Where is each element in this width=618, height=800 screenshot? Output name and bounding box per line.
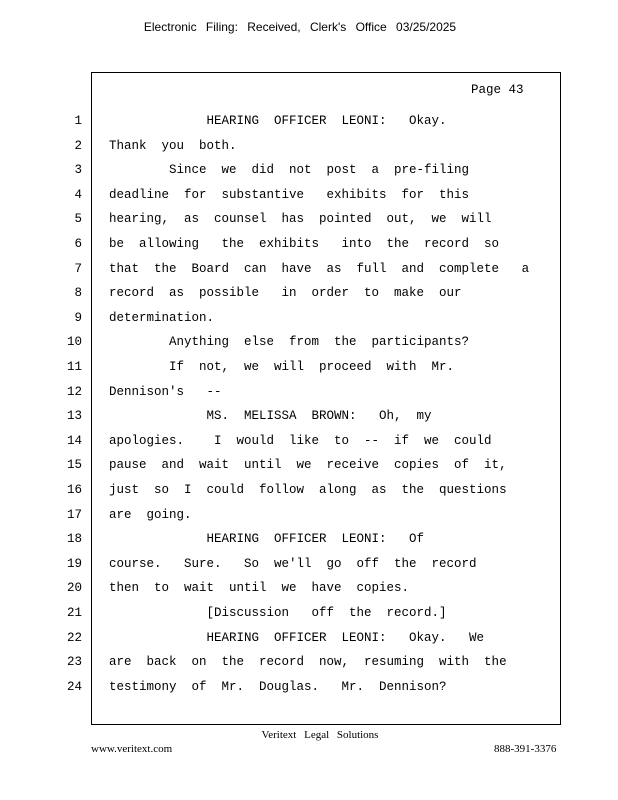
line-number: 15 — [66, 458, 82, 472]
line-number: 20 — [66, 581, 82, 595]
transcript-line: course. Sure. So we'll go off the record — [109, 557, 477, 571]
transcript-line: Anything else from the participants? — [109, 335, 470, 349]
line-number: 14 — [66, 434, 82, 448]
filing-stamp: Electronic Filing: Received, Clerk's Office 03/25/2025 — [143, 20, 457, 34]
line-number: 2 — [74, 139, 82, 153]
line-number: 4 — [74, 188, 82, 202]
line-number: 11 — [66, 360, 82, 374]
line-number: 5 — [74, 212, 82, 226]
line-number: 22 — [66, 631, 82, 645]
footer-company: Veritext Legal Solutions — [261, 729, 379, 741]
transcript-line: MS. MELISSA BROWN: Oh, my — [109, 409, 432, 423]
line-number: 23 — [66, 655, 82, 669]
line-number: 18 — [66, 532, 82, 546]
transcript-line: HEARING OFFICER LEONI: Okay. We — [109, 631, 485, 645]
transcript-line: [Discussion off the record.] — [109, 606, 447, 620]
transcript-line: be allowing the exhibits into the record so — [109, 237, 500, 251]
transcript-line: pause and wait until we receive copies of it, — [109, 458, 507, 472]
transcript-line: testimony of Mr. Douglas. Mr. Dennison? — [109, 680, 447, 694]
transcript-line: then to wait until we have copies. — [109, 581, 410, 595]
transcript-line: Thank you both. — [109, 139, 237, 153]
line-number: 13 — [66, 409, 82, 423]
transcript-line: determination. — [109, 311, 215, 325]
transcript-line: HEARING OFFICER LEONI: Of — [109, 532, 425, 546]
footer-website: www.veritext.com — [91, 743, 173, 755]
transcript-line: deadline for substantive exhibits for this — [109, 188, 470, 202]
transcript-line: are back on the record now, resuming with the — [109, 655, 507, 669]
line-number: 1 — [74, 114, 82, 128]
page-number: Page 43 — [471, 83, 524, 97]
transcript-line: HEARING OFFICER LEONI: Okay. — [109, 114, 447, 128]
transcript-line: are going. — [109, 508, 192, 522]
line-number: 17 — [66, 508, 82, 522]
line-number: 8 — [74, 286, 82, 300]
line-number: 16 — [66, 483, 82, 497]
line-number: 3 — [74, 163, 82, 177]
transcript-line: hearing, as counsel has pointed out, we will — [109, 212, 492, 226]
line-number: 9 — [74, 311, 82, 325]
line-number: 21 — [66, 606, 82, 620]
transcript-line: Since we did not post a pre-filing — [109, 163, 470, 177]
transcript-line: record as possible in order to make our — [109, 286, 462, 300]
line-number: 12 — [66, 385, 82, 399]
transcript-line: just so I could follow along as the questions — [109, 483, 507, 497]
transcript-line: Dennison's -- — [109, 385, 222, 399]
footer-phone: 888-391-3376 — [494, 743, 557, 755]
line-number: 19 — [66, 557, 82, 571]
line-number: 10 — [66, 335, 82, 349]
line-number: 24 — [66, 680, 82, 694]
transcript-line: apologies. I would like to -- if we could — [109, 434, 492, 448]
transcript-line: that the Board can have as full and complete a — [109, 262, 530, 276]
line-number: 6 — [74, 237, 82, 251]
transcript-line: If not, we will proceed with Mr. — [109, 360, 455, 374]
line-number: 7 — [74, 262, 82, 276]
